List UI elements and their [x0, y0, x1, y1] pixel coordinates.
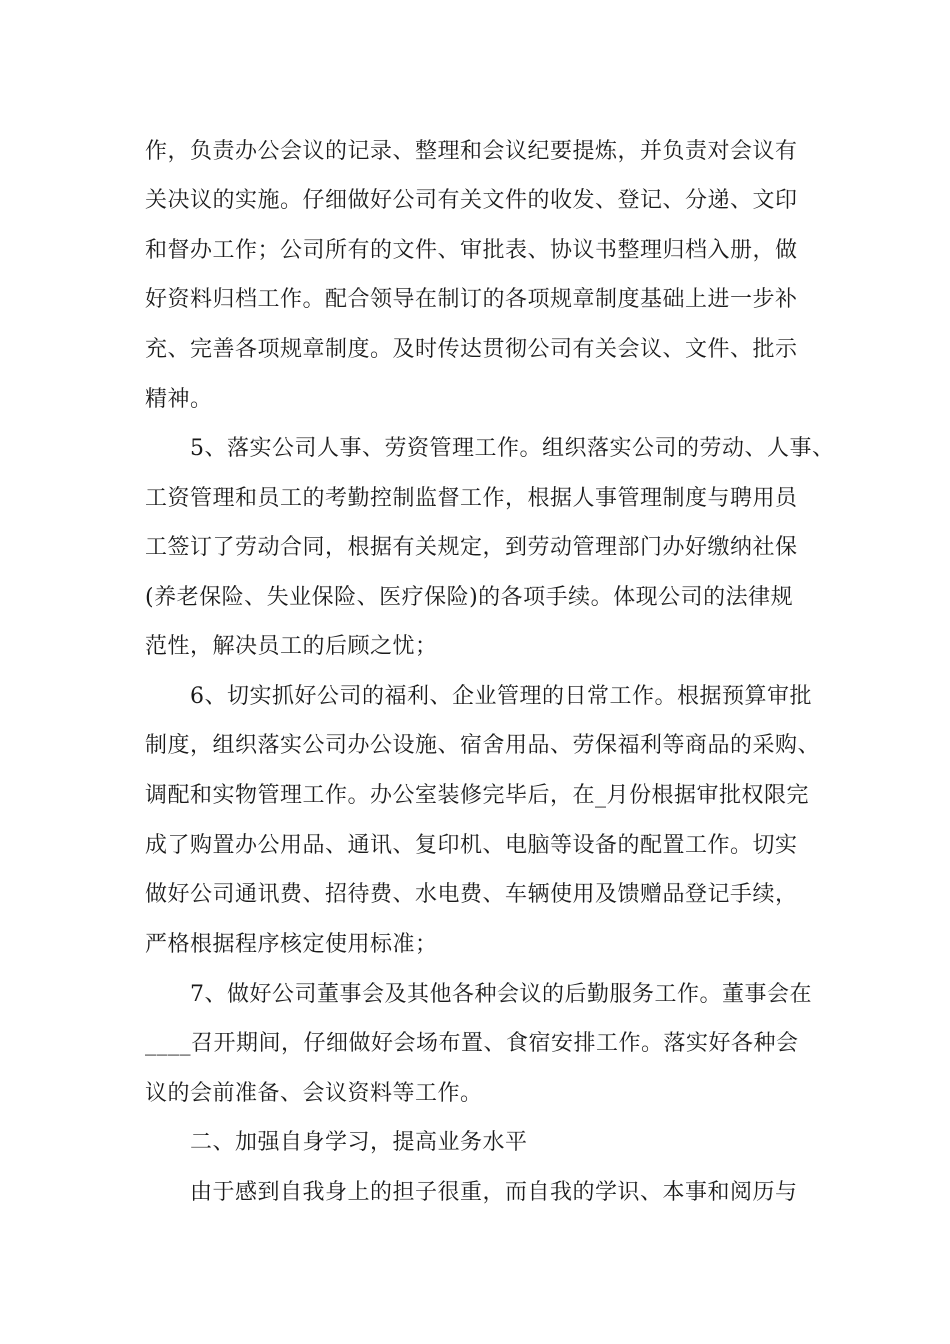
line-text: 制度，组织落实公司办公设施、宿舍用品、劳保福利等商品的采购、 [145, 733, 821, 758]
line-text: 和督办工作；公司所有的文件、审批表、协议书整理归档入册，做 [145, 238, 798, 263]
text-line [0, 330, 950, 370]
text-line [0, 627, 950, 667]
text-line [0, 132, 950, 172]
paragraph-start-line [0, 677, 950, 717]
paragraph-start-line [0, 975, 950, 1015]
line-text: 工资管理和员工的考勤控制监督工作，根据人事管理制度与聘用员 [145, 486, 798, 511]
text-line [0, 380, 950, 420]
text-line [0, 726, 950, 766]
text-line [0, 776, 950, 816]
text-line [0, 528, 950, 568]
line-text: 做好公司通讯费、招待费、水电费、车辆使用及馈赠品登记手续， [145, 882, 798, 907]
line-text: 6、切实抓好公司的福利、企业管理的日常工作。根据预算审批 [190, 684, 812, 709]
line-text: 严格根据程序核定使用标准； [145, 932, 438, 957]
section-heading: 二、加强自身学习，提高业务水平 [190, 1130, 528, 1155]
text-line [0, 826, 950, 866]
text-line [0, 578, 950, 618]
text-line [0, 875, 950, 915]
section-heading-line [0, 1123, 950, 1163]
line-text: 精神。 [145, 387, 213, 412]
line-text: ____召开期间，仔细做好会场布置、食宿安排工作。落实好各种会 [145, 1031, 799, 1056]
line-text: 7、做好公司董事会及其他各种会议的后勤服务工作。董事会在 [190, 982, 812, 1007]
line-text: 范性，解决员工的后顾之忧； [145, 634, 438, 659]
line-text: 充、完善各项规章制度。及时传达贯彻公司有关会议、文件、批示 [145, 337, 798, 362]
line-text: 5、落实公司人事、劳资管理工作。组织落实公司的劳动、人事、 [190, 436, 835, 461]
text-line [0, 1024, 950, 1064]
text-line [0, 181, 950, 221]
line-text: 好资料归档工作。配合领导在制订的各项规章制度基础上进一步补 [145, 287, 798, 312]
text-line [0, 479, 950, 519]
line-text: 议的会前准备、会议资料等工作。 [145, 1081, 483, 1106]
text-line [0, 1074, 950, 1114]
text-line [0, 280, 950, 320]
paragraph-start-line [0, 429, 950, 469]
line-text: 关决议的实施。仔细做好公司有关文件的收发、登记、分递、文印 [145, 188, 798, 213]
line-text: 作，负责办公会议的记录、整理和会议纪要提炼，并负责对会议有 [145, 139, 798, 164]
paragraph-start-line [0, 1173, 950, 1213]
text-line [0, 231, 950, 271]
line-text: (养老保险、失业保险、医疗保险)的各项手续。体现公司的法律规 [145, 585, 794, 610]
line-text: 工签订了劳动合同，根据有关规定，到劳动管理部门办好缴纳社保 [145, 535, 798, 560]
line-text: 调配和实物管理工作。办公室装修完毕后，在_月份根据审批权限完 [145, 783, 810, 808]
text-line [0, 925, 950, 965]
line-text: 由于感到自我身上的担子很重，而自我的学识、本事和阅历与 [190, 1180, 798, 1205]
line-text: 成了购置办公用品、通讯、复印机、电脑等设备的配置工作。切实 [145, 833, 798, 858]
